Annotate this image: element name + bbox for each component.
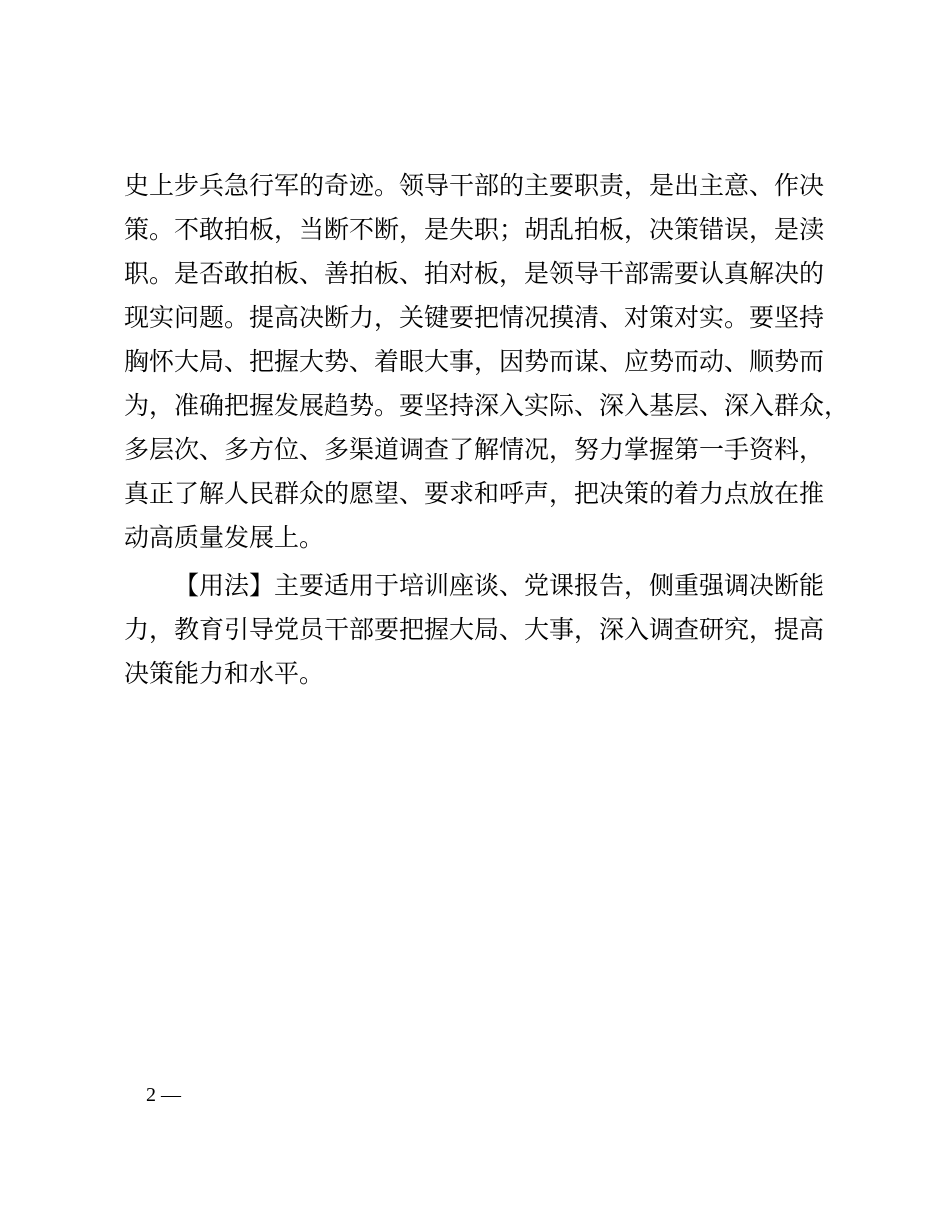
text-line: 史上步兵急行军的奇迹。领导干部的主要职责，是出主意、作决 (124, 171, 825, 200)
page-number: 2 — (146, 1084, 181, 1106)
text-line: 职。是否敢拍板、善拍板、拍对板，是领导干部需要认真解决的 (124, 259, 825, 288)
text-line: 现实问题。提高决断力，关键要把情况摸清、对策对实。要坚持 (124, 303, 825, 332)
text-line: 真正了解人民群众的愿望、要求和呼声，把决策的着力点放在推 (124, 479, 825, 508)
text-line: 为，准确把握发展趋势。要坚持深入实际、深入基层、深入群众， (124, 391, 850, 420)
usage-paragraph-line: 力，教育引导党员干部要把握大局、大事，深入调查研究，提高 (124, 615, 825, 644)
text-line: 动高质量发展上。 (124, 523, 325, 552)
usage-paragraph-line: 决策能力和水平。 (124, 659, 325, 688)
text-line: 胸怀大局、把握大势、着眼大事，因势而谋、应势而动、顺势而 (124, 347, 825, 376)
text-line: 策。不敢拍板，当断不断，是失职；胡乱拍板，决策错误，是渎 (124, 215, 825, 244)
usage-paragraph-line: 【用法】主要适用于培训座谈、党课报告，侧重强调决断能 (174, 571, 825, 600)
text-line: 多层次、多方位、多渠道调查了解情况，努力掌握第一手资料， (124, 435, 825, 464)
